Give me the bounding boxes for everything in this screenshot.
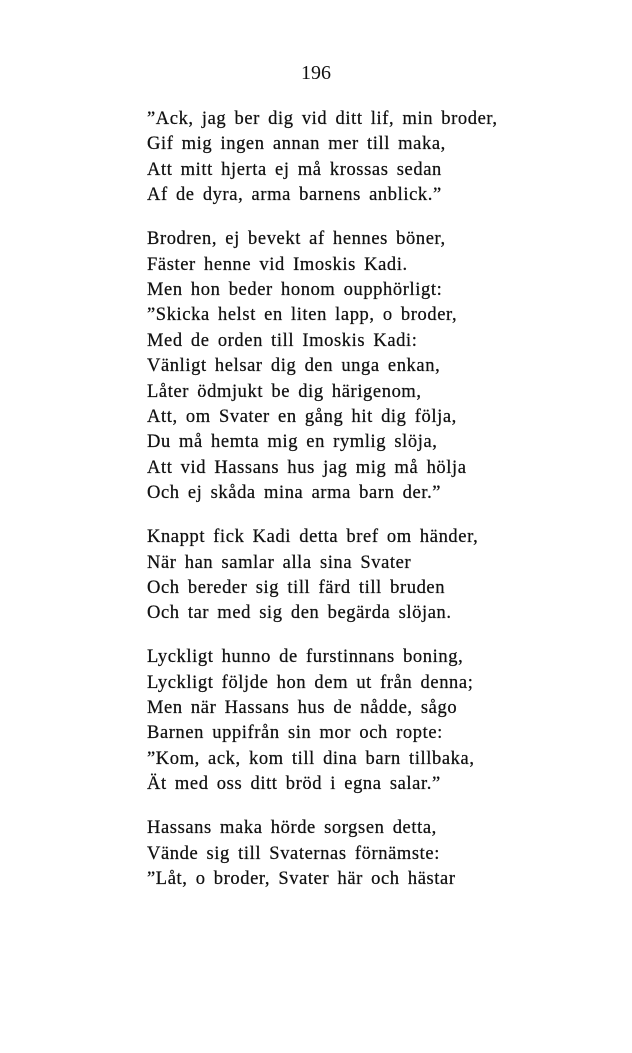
verse-line: Du må hemta mig en rymlig slöja, bbox=[147, 432, 438, 453]
verse-line: Men när Hassans hus de nådde, sågo bbox=[147, 698, 458, 719]
poem-text bbox=[147, 107, 607, 911]
stanza bbox=[147, 816, 607, 892]
verse-line: Vänligt helsar dig den unga enkan, bbox=[147, 356, 441, 377]
verse-line: Att mitt hjerta ej må krossas sedan bbox=[147, 159, 442, 180]
verse-line: Vände sig till Svaternas förnämste: bbox=[147, 843, 440, 864]
verse-line: ”Kom, ack, kom till dina barn tillbaka, bbox=[147, 748, 475, 769]
page-number: 196 bbox=[301, 62, 331, 84]
verse-line: Men hon beder honom oupphörligt: bbox=[147, 279, 443, 300]
verse-line: Gif mig ingen annan mer till maka, bbox=[147, 134, 446, 155]
verse-line: Att vid Hassans hus jag mig må hölja bbox=[147, 457, 467, 478]
stanza bbox=[147, 645, 607, 797]
verse-line: Och bereder sig till färd till bruden bbox=[147, 577, 446, 598]
verse-line: Och tar med sig den begärda slöjan. bbox=[147, 603, 452, 624]
verse-line: ”Ack, jag ber dig vid ditt lif, min broder, bbox=[147, 109, 498, 129]
verse-line: Barnen uppifrån sin mor och ropte: bbox=[147, 723, 443, 744]
verse-line: Och ej skåda mina arma barn der.” bbox=[147, 483, 442, 504]
verse-line: Knappt fick Kadi detta bref om händer, bbox=[147, 527, 479, 548]
stanza bbox=[147, 107, 607, 209]
verse-line: Låter ödmjukt be dig härigenom, bbox=[147, 381, 422, 402]
verse-line: Med de orden till Imoskis Kadi: bbox=[147, 330, 418, 351]
verse-line: ”Skicka helst en liten lapp, o broder, bbox=[147, 305, 458, 326]
stanza bbox=[147, 227, 607, 506]
verse-line: Brodren, ej bevekt af hennes böner, bbox=[147, 229, 446, 250]
verse-line: Ät med oss ditt bröd i egna salar.” bbox=[147, 774, 441, 795]
verse-line: Fäster henne vid Imoskis Kadi. bbox=[147, 254, 408, 275]
verse-line: När han samlar alla sina Svater bbox=[147, 552, 412, 573]
verse-line: Att, om Svater en gång hit dig följa, bbox=[147, 406, 457, 427]
verse-line: Af de dyra, arma barnens anblick.” bbox=[147, 185, 442, 206]
verse-line: Lyckligt följde hon dem ut från denna; bbox=[147, 672, 474, 693]
verse-line: Hassans maka hörde sorgsen detta, bbox=[147, 818, 437, 839]
verse-line: ”Låt, o broder, Svater här och hästar bbox=[147, 868, 456, 889]
stanza bbox=[147, 525, 607, 627]
verse-line: Lyckligt hunno de furstinnans boning, bbox=[147, 647, 464, 668]
